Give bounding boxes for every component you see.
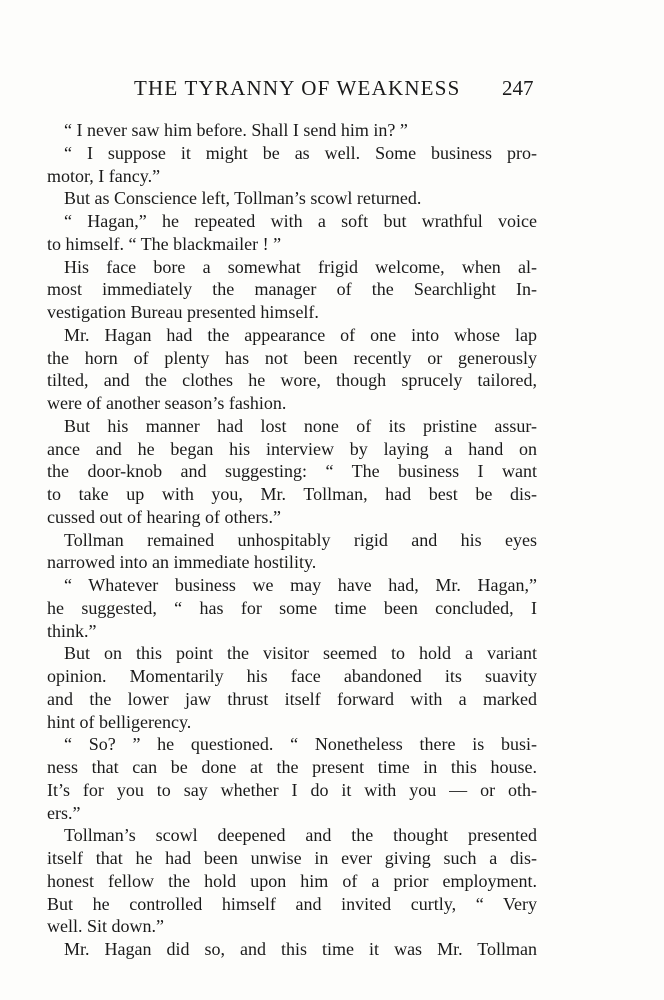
text-line: Tollman’s scowl deepened and the thought presented [64,825,537,846]
text-line: But he controlled himself and invited curtly, “ Very [47,893,537,914]
text-line: opinion. Momentarily his face abandoned its suavity [47,666,537,686]
text-line: tilted, and the clothes he wore, though sprucely tailored, [47,370,537,391]
text-line: Tollman remained unhospitably rigid and his eyes [64,529,537,550]
text-line: motor, I fancy.” [47,165,161,186]
text-line: But on this point the visitor seemed to hold a variant [64,643,537,664]
text-line: were of another season’s fashion. [47,393,287,413]
text-line: “ Hagan,” he repeated with a soft but wrathful voice [64,211,537,231]
text-line: vestigation Bureau presented himself. [47,302,319,322]
page-number: 247 [502,76,534,100]
text-line: “ I never saw him before. Shall I send him in? ” [64,120,408,140]
text-line: think.” [47,620,97,641]
text-line: Mr. Hagan had the appearance of one into whose lap [64,324,537,345]
chapter-title: THE TYRANNY OF WEAKNESS [134,76,461,100]
text-line: ance and he began his interview by laying a hand on [47,438,537,459]
text-line: hint of belligerency. [47,711,192,732]
running-head [0,76,664,106]
text-line: the door-knob and suggesting: “ The business I want [47,461,537,482]
text-line: “ So? ” he questioned. “ Nonetheless there is busi- [64,734,537,755]
text-line: ers.” [47,802,81,823]
text-line: Mr. Hagan did so, and this time it was Mr. Tollman [64,939,537,959]
text-line: and the lower jaw thrust itself forward with a marked [47,688,537,709]
text-line: “ I suppose it might be as well. Some business pro- [64,142,537,163]
text-line: to take up with you, Mr. Tollman, had best be dis- [47,484,537,504]
text-line: most immediately the manager of the Searchlight In- [47,279,537,300]
text-line: he suggested, “ has for some time been concluded, I [47,597,537,618]
text-line: cussed out of hearing of others.” [47,506,281,527]
text-line: the horn of plenty has not been recently or generously [47,347,537,368]
text-line: His face bore a somewhat frigid welcome, when al- [64,256,537,277]
text-line: But as Conscience left, Tollman’s scowl returned. [64,188,422,209]
text-line: ness that can be done at the present time in this house. [47,757,537,777]
text-line: honest fellow the hold upon him of a prior employment. [47,870,537,891]
text-line: But his manner had lost none of its pristine assur- [64,415,537,436]
text-line: narrowed into an immediate hostility. [47,552,317,573]
text-line: to himself. “ The blackmailer ! ” [47,233,282,254]
body-text [47,119,537,961]
text-line: itself that he had been unwise in ever giving such a dis- [47,848,537,868]
text-line: It’s for you to say whether I do it with you — or oth- [47,779,537,800]
text-line: “ Whatever business we may have had, Mr. Hagan,” [64,575,537,595]
text-line: well. Sit down.” [47,916,164,937]
